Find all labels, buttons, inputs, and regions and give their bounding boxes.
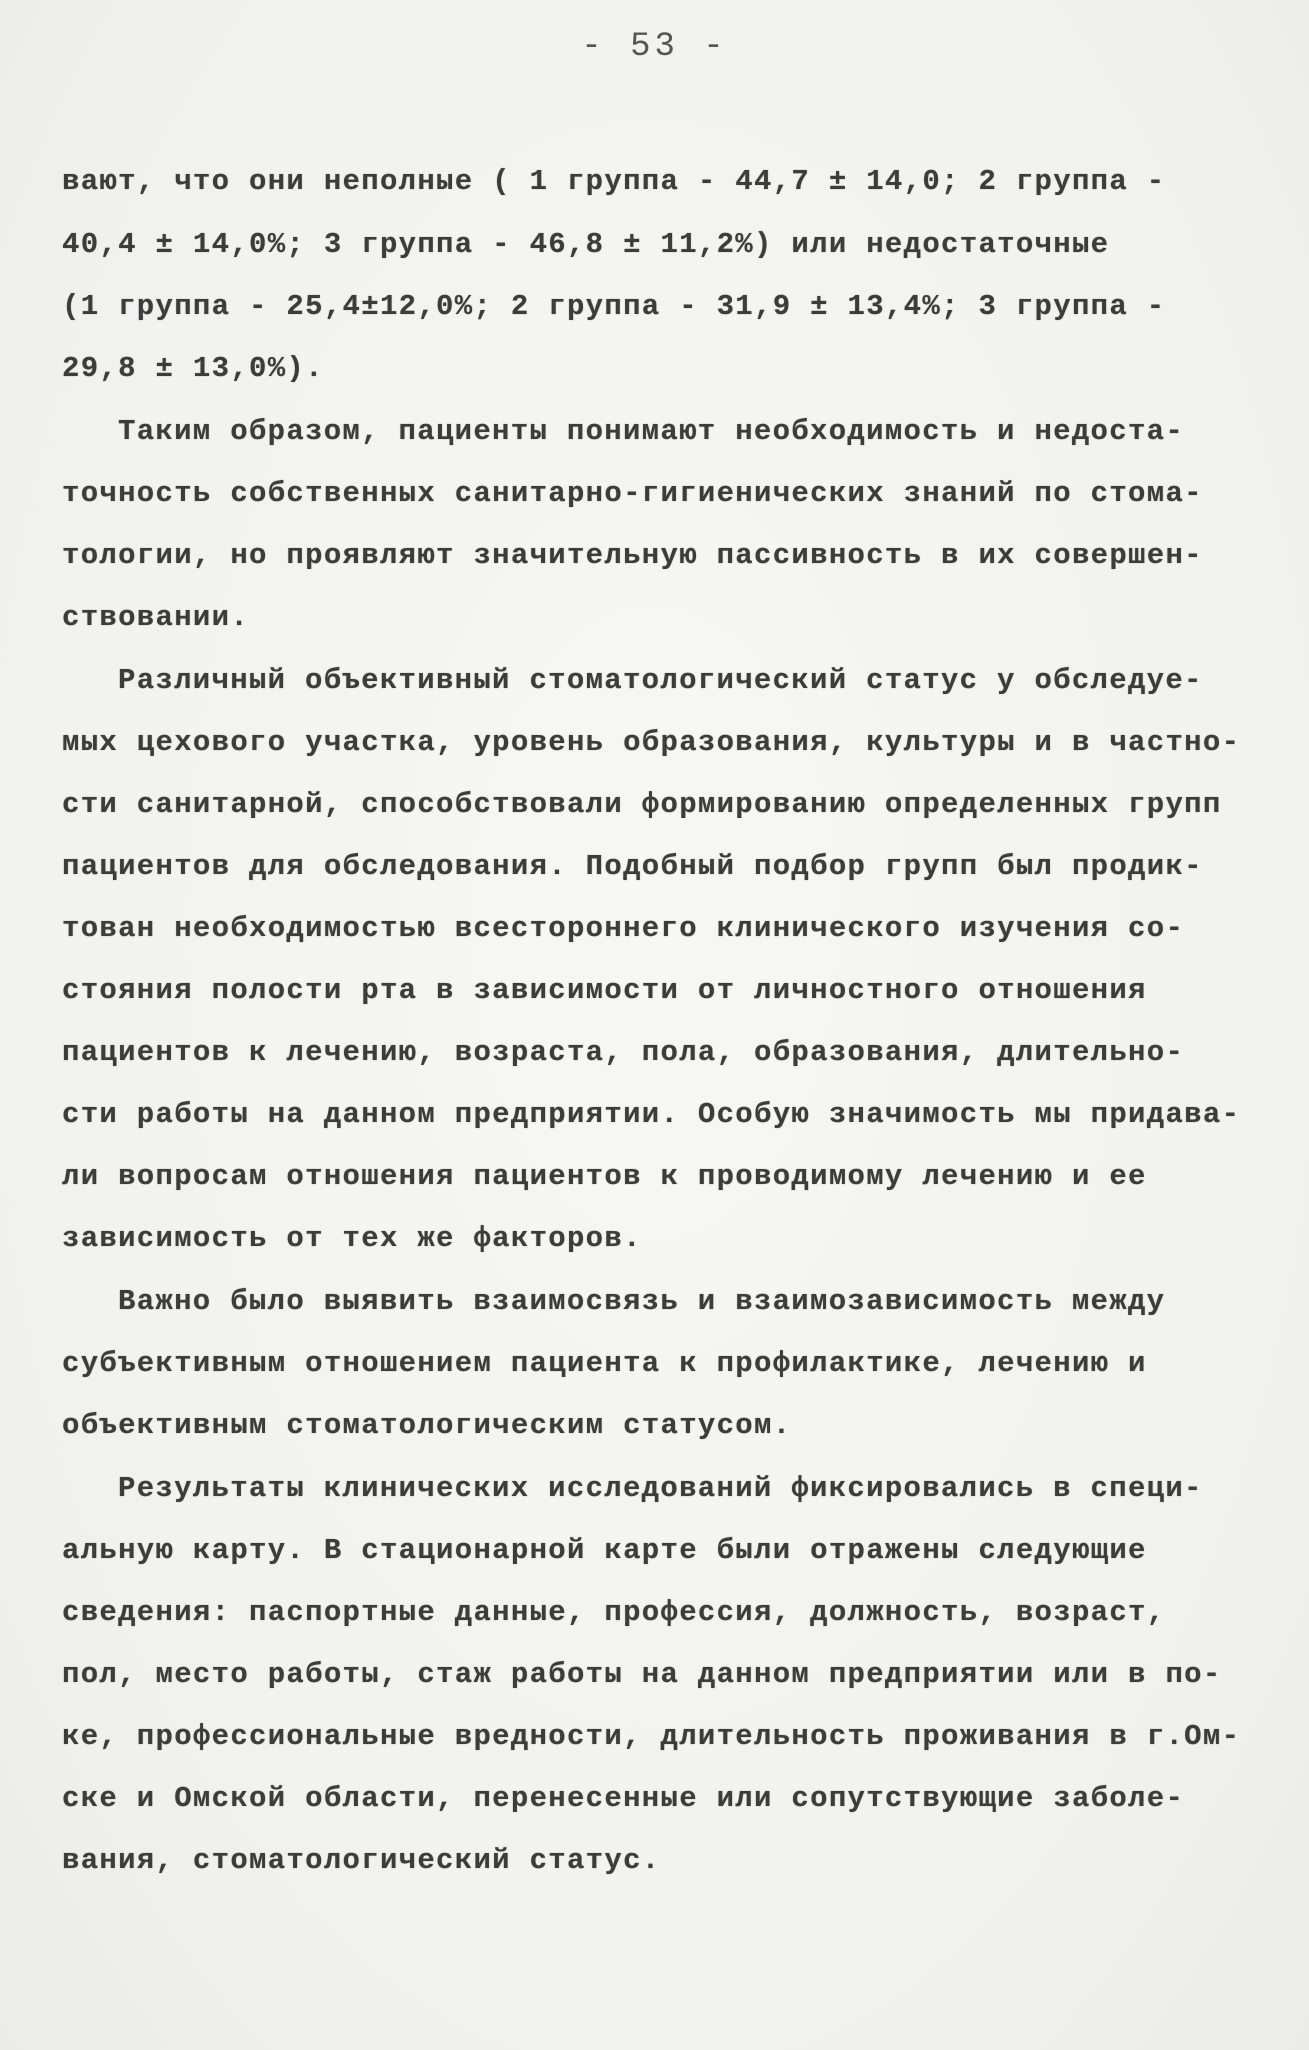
text-line-18: зависимость от тех же факторов. [62,1222,642,1255]
text-line-26: ке, профессиональные вредности, длительность проживания в г.Ом- [62,1720,1241,1753]
text-line-8: ствовании. [62,601,250,634]
text-line-25: пол, место работы, стаж работы на данном предприятии или в по- [62,1658,1222,1691]
text-line-17: ли вопросам отношения пациентов к проводимому лечению и ее [62,1160,1147,1193]
text-line-10: мых цехового участка, уровень образования, культуры и в частно- [62,726,1241,759]
text-line-27: ске и Омской области, перенесенные или сопутствующие заболе- [62,1782,1185,1815]
text-line-6: точность собственных санитарно-гигиенических знаний по стома- [62,477,1203,510]
text-line-28: вания, стоматологический статус. [62,1844,661,1877]
text-line-14: стояния полости рта в зависимости от личностного отношения [62,974,1147,1007]
text-line-21: объективным стоматологическим статусом. [62,1409,792,1442]
page-number: - 53 - [581,28,728,66]
text-line-11: сти санитарной, способствовали формированию определенных групп [62,788,1222,821]
text-line-15: пациентов к лечению, возраста, пола, образования, длительно- [62,1036,1185,1069]
text-line-12: пациентов для обследования. Подобный подбор групп был продик- [62,850,1203,883]
paragraph-5-line-1: Результаты клинических исследований фиксировались в специ- [118,1472,1203,1505]
text-line-20: субъективным отношением пациента к профилактике, лечению и [62,1347,1147,1380]
text-line-4: 29,8 ± 13,0%). [62,352,324,385]
text-line-13: тован необходимостью всестороннего клинического изучения со- [62,912,1185,945]
text-line-3: (1 группа - 25,4±12,0%; 2 группа - 31,9 ± 13,4%; 3 группа - [62,290,1166,323]
text-line-2: 40,4 ± 14,0%; 3 группа - 46,8 ± 11,2%) или недостаточные [62,228,1110,261]
paragraph-4-line-1: Важно было выявить взаимосвязь и взаимозависимость между [118,1285,1166,1318]
text-line-1: вают, что они неполные ( 1 группа - 44,7 ± 14,0; 2 группа - [62,165,1166,198]
paragraph-2-line-1: Таким образом, пациенты понимают необходимость и недоста- [118,415,1185,448]
paragraph-3-line-1: Различный объективный стоматологический статус у обследуе- [118,664,1203,697]
text-line-16: сти работы на данном предприятии. Особую значимость мы придава- [62,1098,1241,1131]
text-line-23: альную карту. В стационарной карте были отражены следующие [62,1534,1147,1567]
text-line-7: тологии, но проявляют значительную пассивность в их совершен- [62,539,1203,572]
text-line-24: сведения: паспортные данные, профессия, должность, возраст, [62,1596,1166,1629]
